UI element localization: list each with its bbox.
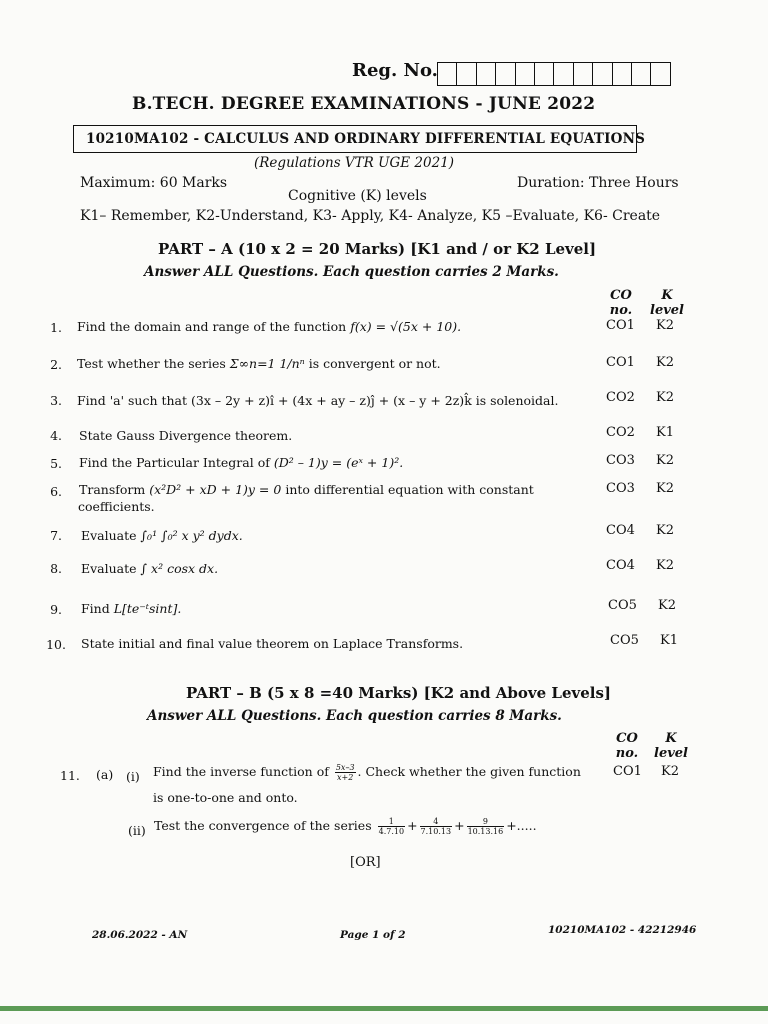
co-value: CO4 bbox=[606, 558, 635, 573]
exam-title: B.TECH. DEGREE EXAMINATIONS - JUNE 2022 bbox=[132, 94, 596, 114]
footer-code: 10210MA102 - 42212946 bbox=[548, 924, 697, 936]
co-column-header: CO no. bbox=[609, 288, 633, 318]
co-value: CO2 bbox=[606, 425, 635, 440]
question-text: Transform (x²D² + xD + 1)y = 0 into differential equation with constant bbox=[79, 482, 534, 497]
footer-date: 28.06.2022 - AN bbox=[92, 929, 188, 941]
part-a-instruction: Answer ALL Questions. Each question carries 2 Marks. bbox=[144, 264, 559, 280]
reg-no-label: Reg. No. bbox=[352, 60, 438, 81]
question-number: 4. bbox=[50, 428, 62, 443]
question-number: 7. bbox=[50, 528, 62, 543]
k-value: K1 bbox=[656, 425, 674, 440]
co-value: CO4 bbox=[606, 523, 635, 538]
question-text: State Gauss Divergence theorem. bbox=[79, 428, 293, 443]
k-value: K2 bbox=[656, 355, 674, 370]
cognitive-levels-title: Cognitive (K) levels bbox=[288, 188, 427, 204]
k-value: K2 bbox=[658, 598, 676, 613]
question-number: 3. bbox=[50, 393, 62, 408]
question-text: Find L[te⁻ᵗsint]. bbox=[81, 601, 182, 616]
co-value: CO2 bbox=[606, 390, 635, 405]
co-value: CO5 bbox=[608, 598, 637, 613]
question-number: 2. bbox=[50, 357, 62, 372]
question-text: Find the domain and range of the function f(x) = √(5x + 10). bbox=[77, 319, 462, 334]
k-level-column-header: K level bbox=[654, 731, 688, 761]
co-value: CO3 bbox=[606, 481, 635, 496]
duration: Duration: Three Hours bbox=[517, 175, 679, 191]
k-value: K2 bbox=[656, 558, 674, 573]
question-text: Find the Particular Integral of (D² – 1)y = (eˣ + 1)². bbox=[79, 455, 404, 470]
bottom-edge-divider bbox=[0, 1006, 768, 1011]
question-number: 8. bbox=[50, 561, 62, 576]
k-level-column-header: K level bbox=[650, 288, 684, 318]
k-value: K2 bbox=[656, 523, 674, 538]
question-text-continued: coefficients. bbox=[78, 499, 155, 514]
question-text: Find 'a' such that (3x – 2y + z)î + (4x + ay – z)ĵ + (x – y + 2z)k̂ is solenoidal. bbox=[77, 393, 559, 408]
co-column-header: CO no. bbox=[615, 731, 639, 761]
k-value: K2 bbox=[656, 390, 674, 405]
question-number: 6. bbox=[50, 484, 62, 499]
part-label: (ii) bbox=[128, 823, 146, 838]
co-value: CO1 bbox=[613, 764, 642, 779]
question-number: 9. bbox=[50, 602, 62, 617]
k-value: K1 bbox=[660, 633, 678, 648]
co-value: CO1 bbox=[606, 355, 635, 370]
question-text: Evaluate ∫ x² cosx dx. bbox=[81, 561, 219, 576]
maximum-marks: Maximum: 60 Marks bbox=[80, 175, 228, 191]
reg-no-boxes bbox=[437, 62, 671, 86]
k-value: K2 bbox=[656, 318, 674, 333]
sub-question-label: (a) bbox=[96, 767, 114, 782]
part-a-title: PART – A (10 x 2 = 20 Marks) [K1 and / or K2 Level] bbox=[158, 240, 597, 258]
question-number: 1. bbox=[50, 320, 62, 335]
cognitive-levels-list: K1– Remember, K2-Understand, K3- Apply, K4- Analyze, K5 –Evaluate, K6- Create bbox=[80, 208, 661, 224]
part-b-title: PART – B (5 x 8 =40 Marks) [K2 and Above Levels] bbox=[186, 684, 611, 702]
footer-page-number: Page 1 of 2 bbox=[340, 929, 406, 941]
question-text: Find the inverse function of $\frac{5x-3}{x+2}$ . Check whether the given function bbox=[153, 763, 581, 782]
regulations-line: (Regulations VTR UGE 2021) bbox=[254, 155, 455, 171]
k-value: K2 bbox=[656, 453, 674, 468]
question-text-continued: is one-to-one and onto. bbox=[153, 790, 298, 805]
question-number: 11. bbox=[60, 768, 80, 783]
part-label: (i) bbox=[126, 769, 140, 784]
course-title: 10210MA102 - CALCULUS AND ORDINARY DIFFERENTIAL EQUATIONS bbox=[86, 131, 646, 147]
k-value: K2 bbox=[656, 481, 674, 496]
question-text: Test whether the series Σ∞n=1 1/nⁿ is convergent or not. bbox=[77, 356, 441, 371]
k-value: K2 bbox=[661, 764, 679, 779]
question-number: 10. bbox=[46, 637, 66, 652]
or-separator: [OR] bbox=[350, 855, 381, 870]
co-value: CO3 bbox=[606, 453, 635, 468]
co-value: CO1 bbox=[606, 318, 635, 333]
co-value: CO5 bbox=[610, 633, 639, 648]
question-text: State initial and final value theorem on Laplace Transforms. bbox=[81, 636, 464, 651]
question-number: 5. bbox=[50, 456, 62, 471]
question-text: Evaluate ∫₀¹ ∫₀² x y² dydx. bbox=[81, 528, 243, 543]
question-text: Test the convergence of the series $\frac{1}{4.7.10}$ + $\frac{4}{7.10.13}$ + $\frac{9}{10.13.16}$ +..... bbox=[154, 817, 537, 836]
part-b-instruction: Answer ALL Questions. Each question carries 8 Marks. bbox=[147, 708, 562, 724]
